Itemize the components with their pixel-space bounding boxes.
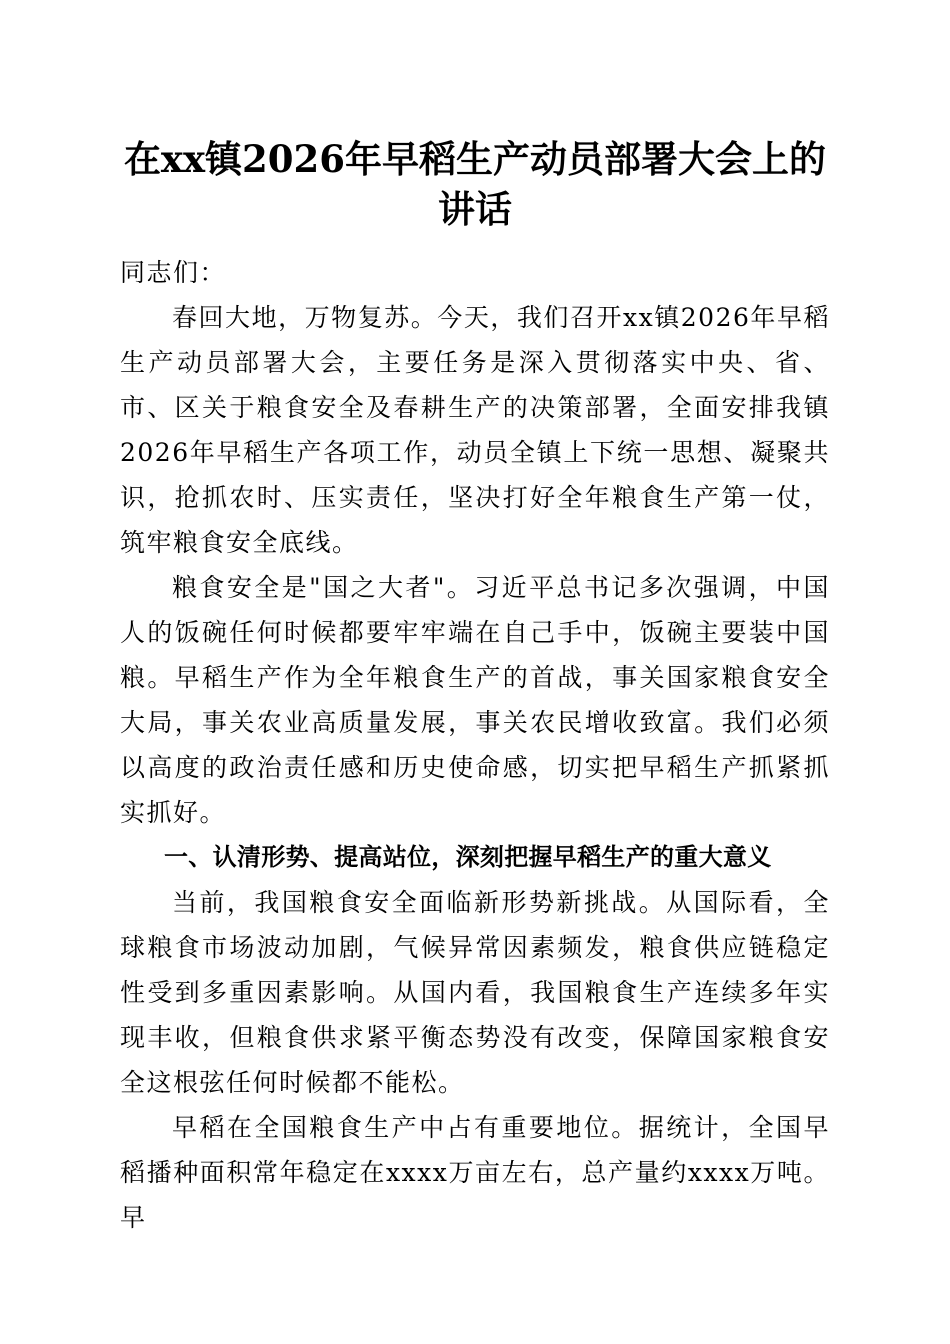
paragraph-opening: 春回大地，万物复苏。今天，我们召开xx镇2026年早稻生产动员部署大会，主要任务是深入贯彻落实中央、省、市、区关于粮食安全及春耕生产的决策部署，全面安排我镇2026年早稻生产各项工作，动员全镇上下统一思想、凝聚共识，抢抓农时、压实责任，坚决打好全年粮食生产第一仗，筑牢粮食安全底线。 [120,303,830,557]
document-title: 在xx镇2026年早稻生产动员部署大会上的讲话 [123,137,827,231]
paragraph-situation: 当前，我国粮食安全面临新形势新挑战。从国际看，全球粮食市场波动加剧，气候异常因素频发，粮食供应链稳定性受到多重因素影响。从国内看，我国粮食生产连续多年实现丰收，但粮食供求紧平衡态势没有改变，保障国家粮食安全这根弦任何时候都不能松。 [120,888,830,1097]
document-body [120,250,830,1240]
section-heading-1: 一、认清形势、提高站位，深刻把握早稻生产的重大意义 [164,843,772,871]
paragraph-early-rice-status: 早稻在全国粮食生产中占有重要地位。据统计，全国早稻播种面积常年稳定在xxxx万亩左右，总产量约xxxx万吨。早 [120,1113,830,1232]
salutation: 同志们： [120,258,227,287]
paragraph-food-security: 粮食安全是"国之大者"。习近平总书记多次强调，中国人的饭碗任何时候都要牢牢端在自己手中，饭碗主要装中国粮。早稻生产作为全年粮食生产的首战，事关国家粮食安全大局，事关农业高质量发展，事关农民增收致富。我们必须以高度的政治责任感和历史使命感，切实把早稻生产抓紧抓实抓好。 [120,573,830,827]
